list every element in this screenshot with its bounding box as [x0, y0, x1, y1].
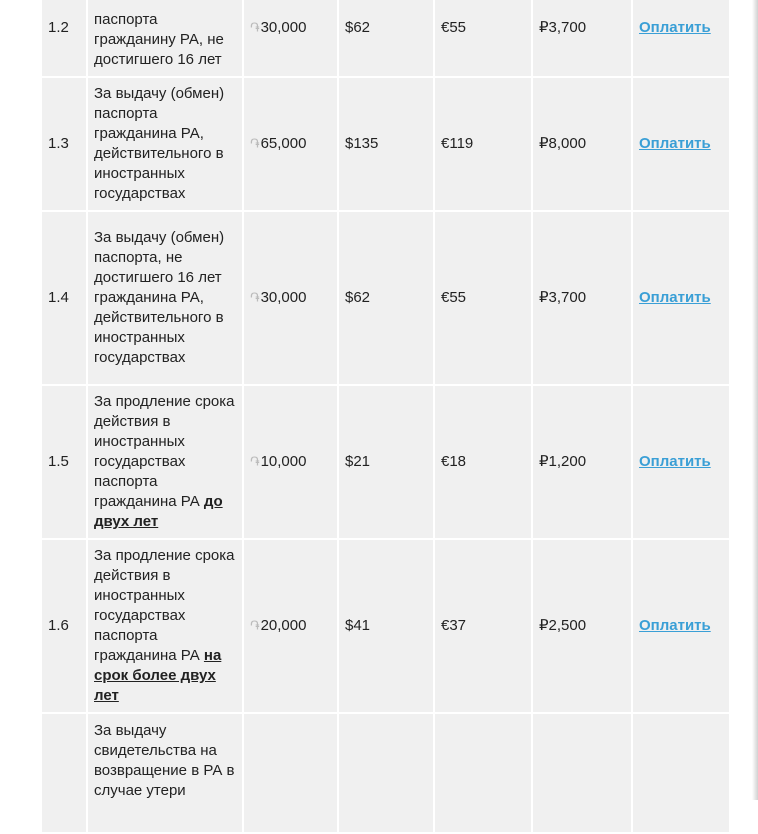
price-amd-value: 10,000 [260, 453, 307, 470]
service-description [87, 539, 243, 713]
price-rub: ₽1,200 [532, 385, 632, 539]
row-number: 1.3 [41, 77, 87, 211]
price-usd: $62 [338, 211, 434, 385]
price-rub: ₽3,700 [532, 211, 632, 385]
price-rub: ₽3,700 [532, 0, 632, 77]
price-usd: $21 [338, 385, 434, 539]
page-edge-shadow [752, 0, 758, 800]
row-number: 1.5 [41, 385, 87, 539]
price-eur: €37 [434, 539, 532, 713]
pay-cell [632, 713, 730, 833]
price-amd [243, 385, 338, 539]
price-rub: ₽8,000 [532, 77, 632, 211]
pay-cell [632, 385, 730, 539]
price-amd-value: 65,000 [260, 135, 307, 152]
price-eur: €18 [434, 385, 532, 539]
dram-symbol: ֏ [250, 454, 260, 469]
service-description [87, 713, 243, 833]
price-usd: $135 [338, 77, 434, 211]
price-eur: €55 [434, 211, 532, 385]
price-amd [243, 713, 338, 833]
pay-link[interactable]: Оплатить [639, 289, 711, 306]
term-highlight: на срок более двух лет [94, 647, 222, 704]
table-row [41, 539, 730, 713]
table-row [41, 211, 730, 385]
pay-cell [632, 539, 730, 713]
description-text: За продление срока действия в иностранных государствах паспорта гражданина РА [94, 547, 235, 664]
price-eur: €55 [434, 0, 532, 77]
price-eur [434, 713, 532, 833]
dram-symbol: ֏ [250, 136, 260, 151]
service-description [87, 77, 243, 211]
dram-symbol: ֏ [250, 618, 260, 633]
price-amd-value: 30,000 [260, 289, 307, 306]
pay-link[interactable]: Оплатить [639, 617, 711, 634]
price-eur: €119 [434, 77, 532, 211]
row-number [41, 713, 87, 833]
table-row [41, 385, 730, 539]
price-usd [338, 713, 434, 833]
description-text: За выдачу (обмен) паспорта, не достигшего 16 лет гражданина РА, действительного в иностранных государствах [94, 229, 225, 366]
term-highlight: до двух лет [94, 493, 223, 530]
description-text: За выдачу (обмен) паспорта гражданина РА, действительного в иностранных государствах [94, 85, 225, 202]
row-number: 1.6 [41, 539, 87, 713]
description-text: паспорта гражданину РА, не достигшего 16 лет [94, 11, 224, 68]
price-amd [243, 539, 338, 713]
price-usd: $41 [338, 539, 434, 713]
row-number: 1.4 [41, 211, 87, 385]
price-rub [532, 713, 632, 833]
dram-symbol: ֏ [250, 20, 260, 35]
service-description [87, 0, 243, 77]
price-rub: ₽2,500 [532, 539, 632, 713]
dram-symbol: ֏ [250, 290, 260, 305]
pay-cell [632, 0, 730, 77]
table-row [41, 77, 730, 211]
price-amd [243, 211, 338, 385]
pay-cell [632, 211, 730, 385]
pay-cell [632, 77, 730, 211]
fees-table [40, 0, 731, 834]
pay-link[interactable]: Оплатить [639, 19, 711, 36]
price-amd [243, 0, 338, 77]
pay-link[interactable]: Оплатить [639, 453, 711, 470]
description-text: За продление срока действия в иностранных государствах паспорта гражданина РА [94, 393, 235, 510]
description-text: За выдачу свидетельства на возвращение в РА в случае утери [94, 722, 235, 799]
price-amd-value: 30,000 [260, 19, 307, 36]
table-row [41, 713, 730, 833]
table-row [41, 0, 730, 77]
row-number: 1.2 [41, 0, 87, 77]
price-amd [243, 77, 338, 211]
price-usd: $62 [338, 0, 434, 77]
pay-link[interactable]: Оплатить [639, 135, 711, 152]
service-description [87, 385, 243, 539]
service-description [87, 211, 243, 385]
price-amd-value: 20,000 [260, 617, 307, 634]
